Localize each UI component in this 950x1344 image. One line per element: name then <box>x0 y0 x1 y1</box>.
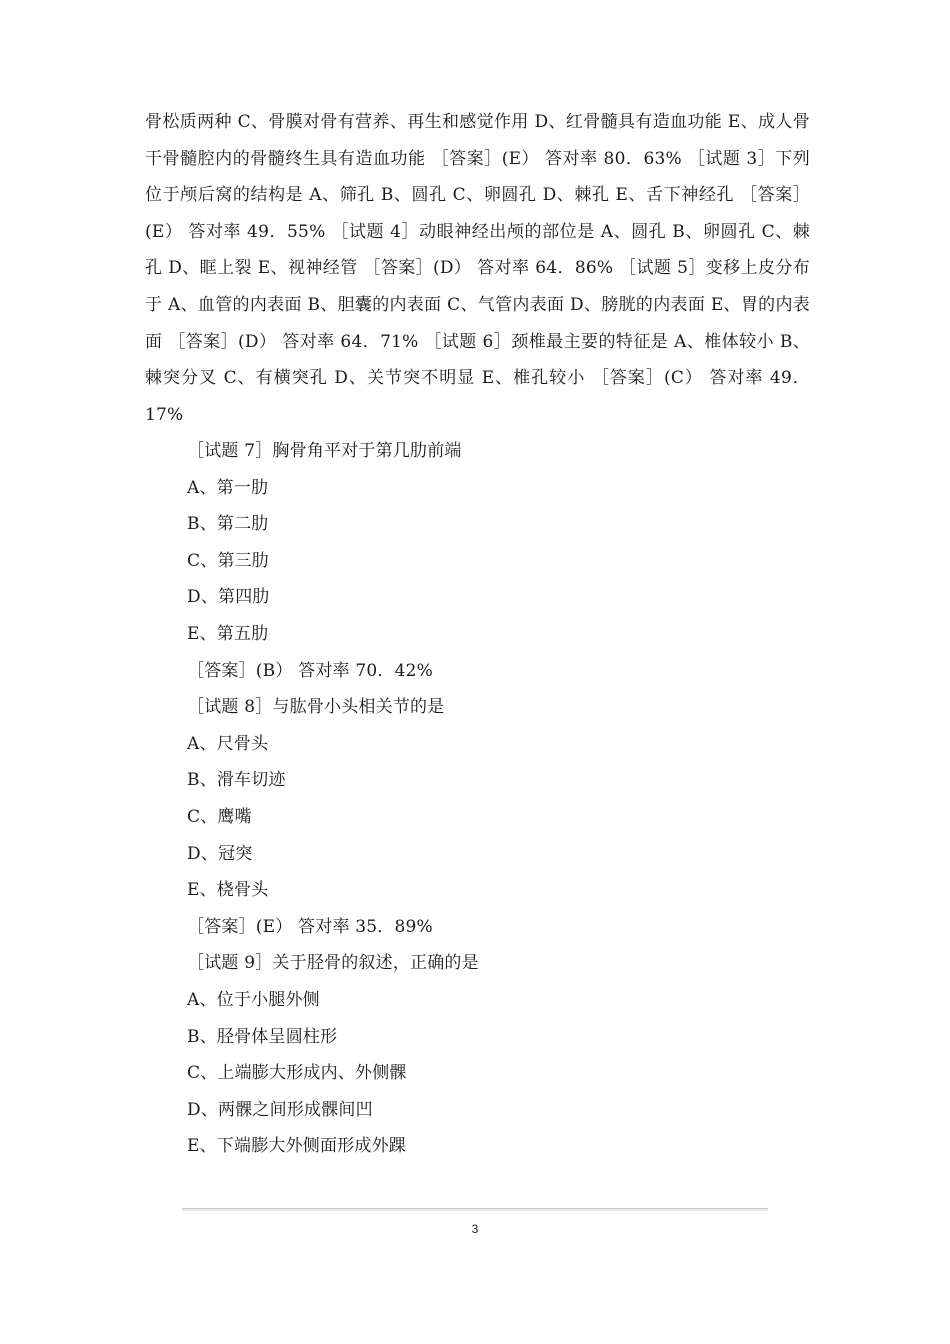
q9-option-d: D、两髁之间形成髁间凹 <box>187 1099 373 1120</box>
question-8: ［试题 8］与肱骨小头相关节的是 <box>187 697 445 718</box>
page-number: 3 <box>471 1222 479 1236</box>
q8-option-d: D、冠突 <box>187 843 253 864</box>
q9-option-e: E、下端膨大外侧面形成外踝 <box>187 1136 407 1157</box>
q9-option-a: A、位于小腿外侧 <box>187 989 320 1010</box>
q7-option-a: A、第一肋 <box>187 477 269 498</box>
q8-option-c: C、鹰嘴 <box>187 806 252 827</box>
q7-option-b: B、第二肋 <box>187 514 269 535</box>
question-list <box>0 433 950 1165</box>
question-7: ［试题 7］胸骨角平对于第几肋前端 <box>187 441 462 461</box>
q8-option-a: A、尺骨头 <box>187 733 269 754</box>
question-9: ［试题 9］关于胫骨的叙述，正确的是 <box>187 953 479 974</box>
q8-answer: ［答案］(E） 答对率 35．89% <box>187 916 433 937</box>
q7-option-d: D、第四肋 <box>187 587 270 608</box>
q8-option-e: E、桡骨头 <box>187 880 269 901</box>
q7-answer: ［答案］(B） 答对率 70．42% <box>187 660 433 681</box>
q7-option-c: C、第三肋 <box>187 550 270 571</box>
q7-option-e: E、第五肋 <box>187 623 269 644</box>
q9-option-b: B、胫骨体呈圆柱形 <box>187 1026 338 1047</box>
q8-option-b: B、滑车切迹 <box>187 770 286 791</box>
continued-paragraph: 骨松质两种 C、骨膜对骨有营养、再生和感觉作用 D、红骨髓具有造血功能 E、成人骨干骨髓腔内的骨髓终生具有造血功能 ［答案］(E） 答对率 80．63% ［试题 3］下列位于颅后窝的结构是 A、筛孔 B、圆孔 C、卵圆孔 D、棘孔 E、舌下神经孔 ［答案］(E） 答对率 49．55% ［试题 4］动眼神经出颅的部位是 A、圆孔 B、卵圆孔 C、棘孔 D、眶上裂 E、视神经管 ［答案］(D） 答对率 64．86% ［试题 5］变移上皮分布于 A、血管的内表面 B、胆囊的内表面 C、气管内表面 D、膀胱的内表面 E、胃的内表面 ［答案］(D） 答对率 64．71% ［试题 6］颈椎最主要的特征是 A、椎体较小 B、棘突分叉 C、有横突孔 D、关节突不明显 E、椎孔较小 ［答案］(C） 答对率 49．17% <box>145 112 810 425</box>
footer-divider <box>182 1208 768 1211</box>
q9-option-c: C、上端膨大形成内、外侧髁 <box>187 1063 407 1084</box>
